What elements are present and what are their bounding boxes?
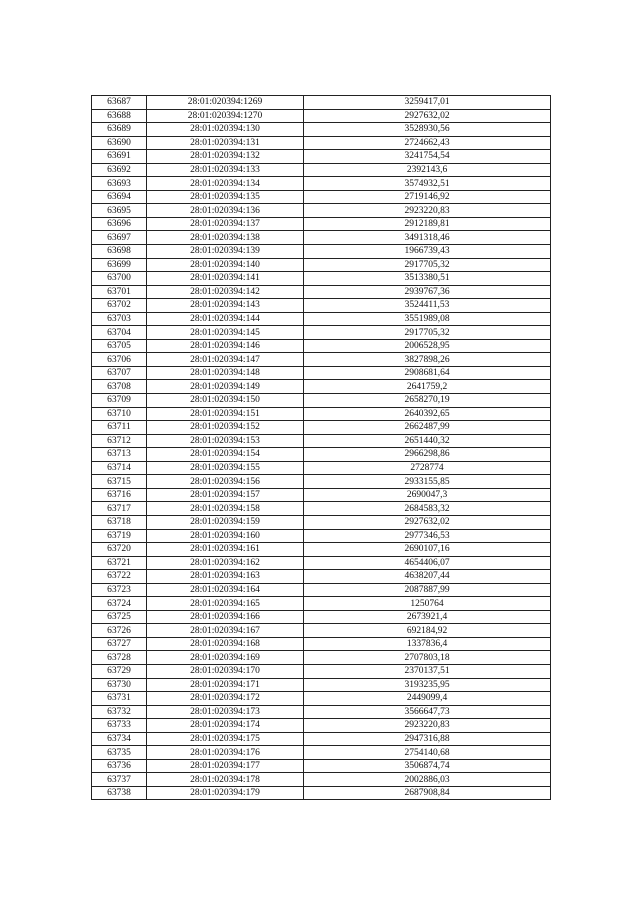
row-number-cell: 63730 — [92, 678, 147, 692]
row-number-cell: 63718 — [92, 515, 147, 529]
table-row — [92, 651, 551, 665]
cadastral-number-cell: 28:01:020394:145 — [147, 326, 304, 340]
cadastral-number-cell: 28:01:020394:157 — [147, 488, 304, 502]
row-number-cell: 63697 — [92, 231, 147, 245]
table-row — [92, 543, 551, 557]
cadastral-value-cell: 3259417,01 — [304, 96, 551, 110]
cadastral-value-cell: 2641759,2 — [304, 380, 551, 394]
table-row — [92, 380, 551, 394]
cadastral-value-cell: 2673921,4 — [304, 610, 551, 624]
cadastral-value-cell: 2917705,32 — [304, 326, 551, 340]
table-row — [92, 150, 551, 164]
row-number-cell: 63700 — [92, 272, 147, 286]
cadastral-value-cell: 2651440,32 — [304, 434, 551, 448]
row-number-cell: 63703 — [92, 312, 147, 326]
cadastral-value-cell: 3524411,53 — [304, 299, 551, 313]
cadastral-value-cell: 4654406,07 — [304, 556, 551, 570]
row-number-cell: 63735 — [92, 746, 147, 760]
table-row — [92, 759, 551, 773]
cadastral-number-cell: 28:01:020394:143 — [147, 299, 304, 313]
table-row — [92, 610, 551, 624]
table-row — [92, 421, 551, 435]
cadastral-value-cell: 2724662,43 — [304, 136, 551, 150]
cadastral-value-cell: 2977346,53 — [304, 529, 551, 543]
cadastral-number-cell: 28:01:020394:173 — [147, 705, 304, 719]
cadastral-number-cell: 28:01:020394:152 — [147, 421, 304, 435]
cadastral-number-cell: 28:01:020394:177 — [147, 759, 304, 773]
table-row — [92, 461, 551, 475]
table-row — [92, 637, 551, 651]
table-row — [92, 407, 551, 421]
cadastral-number-cell: 28:01:020394:178 — [147, 773, 304, 787]
table-row — [92, 326, 551, 340]
cadastral-value-cell: 2690047,3 — [304, 488, 551, 502]
cadastral-number-cell: 28:01:020394:149 — [147, 380, 304, 394]
table-row — [92, 272, 551, 286]
row-number-cell: 63721 — [92, 556, 147, 570]
row-number-cell: 63728 — [92, 651, 147, 665]
cadastral-value-cell: 2728774 — [304, 461, 551, 475]
table-row — [92, 285, 551, 299]
cadastral-value-cell: 3574932,51 — [304, 177, 551, 191]
row-number-cell: 63731 — [92, 692, 147, 706]
cadastral-number-cell: 28:01:020394:175 — [147, 732, 304, 746]
cadastral-number-cell: 28:01:020394:136 — [147, 204, 304, 218]
cadastral-value-cell: 4638207,44 — [304, 570, 551, 584]
table-row — [92, 245, 551, 259]
row-number-cell: 63690 — [92, 136, 147, 150]
cadastral-value-cell: 3491318,46 — [304, 231, 551, 245]
cadastral-number-cell: 28:01:020394:171 — [147, 678, 304, 692]
table-row — [92, 217, 551, 231]
table-row — [92, 136, 551, 150]
cadastral-number-cell: 28:01:020394:139 — [147, 245, 304, 259]
row-number-cell: 63724 — [92, 597, 147, 611]
cadastral-number-cell: 28:01:020394:134 — [147, 177, 304, 191]
table-row — [92, 664, 551, 678]
table-row — [92, 678, 551, 692]
cadastral-value-cell: 2662487,99 — [304, 421, 551, 435]
table-row — [92, 692, 551, 706]
cadastral-value-cell: 3827898,26 — [304, 353, 551, 367]
row-number-cell: 63733 — [92, 719, 147, 733]
cadastral-value-cell: 2640392,65 — [304, 407, 551, 421]
row-number-cell: 63732 — [92, 705, 147, 719]
table-row — [92, 515, 551, 529]
row-number-cell: 63725 — [92, 610, 147, 624]
table-row — [92, 163, 551, 177]
cadastral-value-cell: 692184,92 — [304, 624, 551, 638]
row-number-cell: 63701 — [92, 285, 147, 299]
cadastral-number-cell: 28:01:020394:169 — [147, 651, 304, 665]
row-number-cell: 63694 — [92, 190, 147, 204]
table-row — [92, 719, 551, 733]
table-row — [92, 177, 551, 191]
table-row — [92, 258, 551, 272]
row-number-cell: 63714 — [92, 461, 147, 475]
cadastral-number-cell: 28:01:020394:154 — [147, 448, 304, 462]
cadastral-value-table — [91, 95, 551, 800]
cadastral-number-cell: 28:01:020394:151 — [147, 407, 304, 421]
table-row — [92, 190, 551, 204]
row-number-cell: 63729 — [92, 664, 147, 678]
cadastral-number-cell: 28:01:020394:176 — [147, 746, 304, 760]
cadastral-value-cell: 3513380,51 — [304, 272, 551, 286]
row-number-cell: 63691 — [92, 150, 147, 164]
cadastral-value-cell: 1966739,43 — [304, 245, 551, 259]
cadastral-number-cell: 28:01:020394:155 — [147, 461, 304, 475]
cadastral-number-cell: 28:01:020394:156 — [147, 475, 304, 489]
table-row — [92, 204, 551, 218]
cadastral-value-cell: 3566647,73 — [304, 705, 551, 719]
cadastral-value-cell: 2927632,02 — [304, 109, 551, 123]
table-row — [92, 96, 551, 110]
cadastral-number-cell: 28:01:020394:165 — [147, 597, 304, 611]
row-number-cell: 63723 — [92, 583, 147, 597]
cadastral-value-cell: 2939767,36 — [304, 285, 551, 299]
cadastral-value-cell: 3506874,74 — [304, 759, 551, 773]
cadastral-number-cell: 28:01:020394:160 — [147, 529, 304, 543]
cadastral-number-cell: 28:01:020394:147 — [147, 353, 304, 367]
cadastral-number-cell: 28:01:020394:166 — [147, 610, 304, 624]
cadastral-number-cell: 28:01:020394:1269 — [147, 96, 304, 110]
cadastral-value-cell: 1337836,4 — [304, 637, 551, 651]
cadastral-number-cell: 28:01:020394:138 — [147, 231, 304, 245]
row-number-cell: 63695 — [92, 204, 147, 218]
table-row — [92, 394, 551, 408]
cadastral-value-cell: 3551989,08 — [304, 312, 551, 326]
cadastral-value-cell: 1250764 — [304, 597, 551, 611]
cadastral-value-cell: 2947316,88 — [304, 732, 551, 746]
cadastral-number-cell: 28:01:020394:168 — [147, 637, 304, 651]
table-body — [92, 96, 551, 800]
row-number-cell: 63726 — [92, 624, 147, 638]
table-row — [92, 123, 551, 137]
row-number-cell: 63710 — [92, 407, 147, 421]
cadastral-value-cell: 2923220,83 — [304, 204, 551, 218]
row-number-cell: 63722 — [92, 570, 147, 584]
table-row — [92, 231, 551, 245]
row-number-cell: 63696 — [92, 217, 147, 231]
cadastral-number-cell: 28:01:020394:162 — [147, 556, 304, 570]
row-number-cell: 63712 — [92, 434, 147, 448]
row-number-cell: 63734 — [92, 732, 147, 746]
table-row — [92, 299, 551, 313]
row-number-cell: 63707 — [92, 366, 147, 380]
cadastral-value-cell: 2449099,4 — [304, 692, 551, 706]
cadastral-value-cell: 2690107,16 — [304, 543, 551, 557]
cadastral-number-cell: 28:01:020394:144 — [147, 312, 304, 326]
cadastral-value-cell: 2658270,19 — [304, 394, 551, 408]
cadastral-value-cell: 2912189,81 — [304, 217, 551, 231]
cadastral-value-cell: 3193235,95 — [304, 678, 551, 692]
row-number-cell: 63713 — [92, 448, 147, 462]
cadastral-number-cell: 28:01:020394:140 — [147, 258, 304, 272]
table-row — [92, 583, 551, 597]
cadastral-number-cell: 28:01:020394:150 — [147, 394, 304, 408]
table-row — [92, 502, 551, 516]
table-row — [92, 339, 551, 353]
table-row — [92, 705, 551, 719]
row-number-cell: 63706 — [92, 353, 147, 367]
cadastral-number-cell: 28:01:020394:1270 — [147, 109, 304, 123]
row-number-cell: 63693 — [92, 177, 147, 191]
cadastral-number-cell: 28:01:020394:142 — [147, 285, 304, 299]
cadastral-number-cell: 28:01:020394:179 — [147, 786, 304, 800]
cadastral-value-cell: 2923220,83 — [304, 719, 551, 733]
cadastral-value-cell: 2392143,6 — [304, 163, 551, 177]
row-number-cell: 63689 — [92, 123, 147, 137]
cadastral-number-cell: 28:01:020394:170 — [147, 664, 304, 678]
cadastral-number-cell: 28:01:020394:167 — [147, 624, 304, 638]
cadastral-value-cell: 2002886,03 — [304, 773, 551, 787]
table-row — [92, 488, 551, 502]
row-number-cell: 63715 — [92, 475, 147, 489]
cadastral-number-cell: 28:01:020394:135 — [147, 190, 304, 204]
cadastral-number-cell: 28:01:020394:132 — [147, 150, 304, 164]
cadastral-number-cell: 28:01:020394:131 — [147, 136, 304, 150]
cadastral-value-cell: 2917705,32 — [304, 258, 551, 272]
table-row — [92, 732, 551, 746]
cadastral-value-cell: 2719146,92 — [304, 190, 551, 204]
cadastral-value-cell: 2933155,85 — [304, 475, 551, 489]
cadastral-number-cell: 28:01:020394:148 — [147, 366, 304, 380]
row-number-cell: 63717 — [92, 502, 147, 516]
cadastral-number-cell: 28:01:020394:172 — [147, 692, 304, 706]
table-row — [92, 597, 551, 611]
row-number-cell: 63688 — [92, 109, 147, 123]
cadastral-number-cell: 28:01:020394:164 — [147, 583, 304, 597]
table-row — [92, 570, 551, 584]
cadastral-number-cell: 28:01:020394:163 — [147, 570, 304, 584]
row-number-cell: 63727 — [92, 637, 147, 651]
row-number-cell: 63709 — [92, 394, 147, 408]
row-number-cell: 63738 — [92, 786, 147, 800]
row-number-cell: 63702 — [92, 299, 147, 313]
cadastral-number-cell: 28:01:020394:174 — [147, 719, 304, 733]
cadastral-value-cell: 2707803,18 — [304, 651, 551, 665]
row-number-cell: 63719 — [92, 529, 147, 543]
cadastral-number-cell: 28:01:020394:137 — [147, 217, 304, 231]
cadastral-value-cell: 2684583,32 — [304, 502, 551, 516]
table-row — [92, 529, 551, 543]
cadastral-value-cell: 2966298,86 — [304, 448, 551, 462]
table-row — [92, 475, 551, 489]
cadastral-value-cell: 2908681,64 — [304, 366, 551, 380]
table-row — [92, 448, 551, 462]
cadastral-value-cell: 3241754,54 — [304, 150, 551, 164]
cadastral-number-cell: 28:01:020394:146 — [147, 339, 304, 353]
row-number-cell: 63699 — [92, 258, 147, 272]
row-number-cell: 63716 — [92, 488, 147, 502]
cadastral-number-cell: 28:01:020394:159 — [147, 515, 304, 529]
cadastral-number-cell: 28:01:020394:141 — [147, 272, 304, 286]
row-number-cell: 63737 — [92, 773, 147, 787]
table-row — [92, 624, 551, 638]
cadastral-value-cell: 2687908,84 — [304, 786, 551, 800]
table-row — [92, 556, 551, 570]
table-row — [92, 366, 551, 380]
row-number-cell: 63736 — [92, 759, 147, 773]
cadastral-value-cell: 2087887,99 — [304, 583, 551, 597]
row-number-cell: 63687 — [92, 96, 147, 110]
table-row — [92, 353, 551, 367]
cadastral-value-cell: 2927632,02 — [304, 515, 551, 529]
cadastral-number-cell: 28:01:020394:133 — [147, 163, 304, 177]
row-number-cell: 63698 — [92, 245, 147, 259]
cadastral-number-cell: 28:01:020394:161 — [147, 543, 304, 557]
cadastral-number-cell: 28:01:020394:158 — [147, 502, 304, 516]
table-row — [92, 109, 551, 123]
cadastral-value-cell: 2370137,51 — [304, 664, 551, 678]
cadastral-number-cell: 28:01:020394:130 — [147, 123, 304, 137]
row-number-cell: 63720 — [92, 543, 147, 557]
cadastral-value-cell: 2006528,95 — [304, 339, 551, 353]
row-number-cell: 63708 — [92, 380, 147, 394]
row-number-cell: 63704 — [92, 326, 147, 340]
table-row — [92, 434, 551, 448]
table-row — [92, 773, 551, 787]
cadastral-value-cell: 2754140,68 — [304, 746, 551, 760]
row-number-cell: 63692 — [92, 163, 147, 177]
row-number-cell: 63711 — [92, 421, 147, 435]
table-row — [92, 786, 551, 800]
cadastral-number-cell: 28:01:020394:153 — [147, 434, 304, 448]
table-row — [92, 746, 551, 760]
row-number-cell: 63705 — [92, 339, 147, 353]
cadastral-value-cell: 3528930,56 — [304, 123, 551, 137]
table-row — [92, 312, 551, 326]
